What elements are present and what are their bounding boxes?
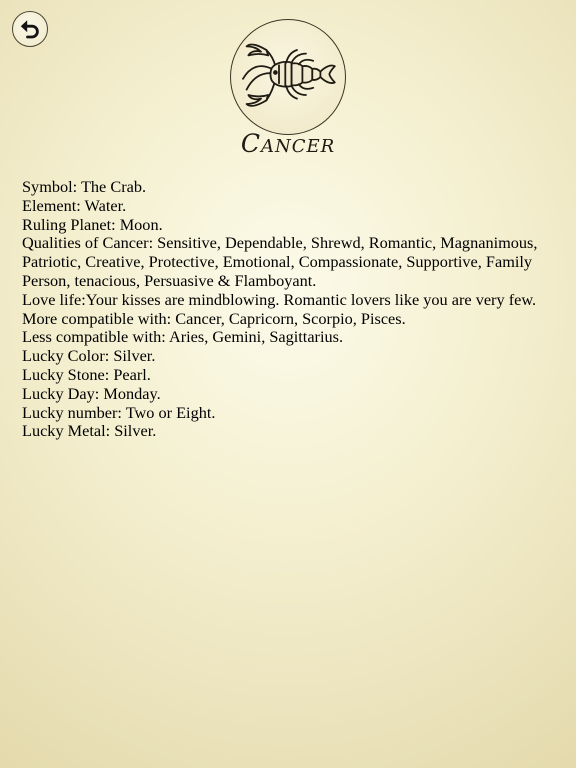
lucky-metal-text: Lucky Metal: Silver. <box>22 421 157 441</box>
love-life-text: Love life:Your kisses are mindblowing. Romantic lovers like you are very few. <box>22 289 537 309</box>
sign-title: Cancer <box>240 129 336 158</box>
zodiac-emblem <box>230 19 346 135</box>
element-text: Element: Water. <box>22 195 127 215</box>
back-button[interactable] <box>12 11 48 47</box>
ruling-planet-text: Ruling Planet: Moon. <box>22 214 163 234</box>
less-compatible-text: Less compatible with: Aries, Gemini, Sagittarius. <box>22 327 344 347</box>
sign-details <box>22 178 558 441</box>
symbol-text: Symbol: The Crab. <box>22 177 147 196</box>
lucky-number-text: Lucky number: Two or Eight. <box>22 402 216 422</box>
crayfish-icon <box>234 23 342 131</box>
lucky-stone-text: Lucky Stone: Pearl. <box>22 364 151 384</box>
undo-arrow-icon <box>18 17 42 41</box>
more-compatible-text: More compatible with: Cancer, Capricorn, Scorpio, Pisces. <box>22 308 406 328</box>
lucky-color-text: Lucky Color: Silver. <box>22 346 156 366</box>
qualities-text: Qualities of Cancer: Sensitive, Dependable, Shrewd, Romantic, Magnanimous, Patriotic, Creative, Protective, Emotional, Compassionate, Supportive, Family Person, tenacious, Persuasive & Flamboyant. <box>22 233 538 290</box>
lucky-day-text: Lucky Day: Monday. <box>22 383 161 403</box>
